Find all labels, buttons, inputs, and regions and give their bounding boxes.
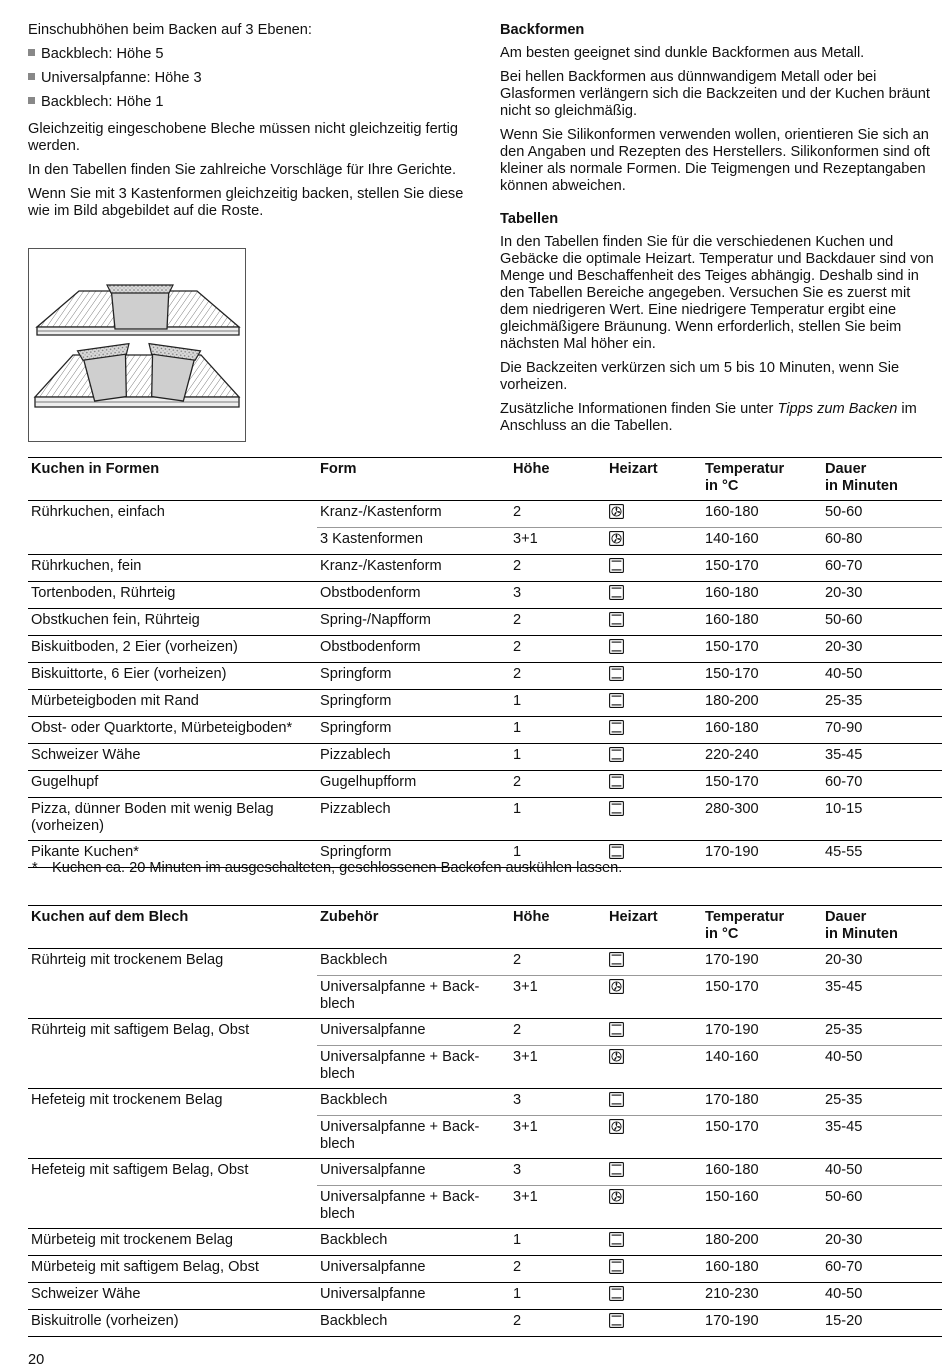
cell-form: Universalpfanne + Back- blech (317, 1046, 510, 1089)
cell-temperatur: 180-200 (702, 690, 822, 717)
hot-air-fan-icon (609, 1119, 624, 1134)
paragraph: In den Tabellen finden Sie zahlreiche Vorschläge für Ihre Gerichte. (28, 162, 457, 178)
table-row (28, 1116, 942, 1159)
table-row (28, 1019, 942, 1046)
cell-kuchen (28, 976, 317, 1019)
cell-heizart (606, 609, 702, 636)
cell-kuchen: Obstkuchen fein, Rührteig (28, 609, 317, 636)
cell-dauer: 45-55 (822, 841, 942, 868)
cell-form: Backblech (317, 1229, 510, 1256)
table-row (28, 1186, 942, 1229)
cell-heizart (606, 976, 702, 1019)
bullet-item: Backblech: Höhe 5 (28, 46, 468, 63)
cell-heizart (606, 636, 702, 663)
bullet-square-icon (28, 97, 35, 104)
cell-form: Universalpfanne (317, 1256, 510, 1283)
cell-temperatur: 150-160 (702, 1186, 822, 1229)
cell-temperatur: 140-160 (702, 1046, 822, 1089)
cell-heizart (606, 1256, 702, 1283)
table-row (28, 582, 942, 609)
cell-kuchen: Rührteig mit trockenem Belag (28, 949, 317, 976)
cell-kuchen: Obst- oder Quarktorte, Mürbeteigboden* (28, 717, 317, 744)
column-header: Kuchen auf dem Blech (28, 906, 317, 949)
table-row (28, 976, 942, 1019)
bullet-item: Backblech: Höhe 1 (28, 94, 468, 111)
heading-tabellen: Tabellen (500, 211, 559, 227)
cell-dauer: 60-70 (822, 555, 942, 582)
cell-dauer: 20-30 (822, 949, 942, 976)
cell-dauer: 40-50 (822, 1283, 942, 1310)
cell-heizart (606, 1046, 702, 1089)
cell-form: Universalpfanne (317, 1283, 510, 1310)
table-header-row (28, 906, 942, 949)
bullet-item: Universalpfanne: Höhe 3 (28, 70, 468, 87)
hot-air-fan-icon (609, 1049, 624, 1064)
cell-kuchen: Rührkuchen, fein (28, 555, 317, 582)
table-kuchen-in-formen (28, 457, 942, 868)
cell-dauer: 60-80 (822, 528, 942, 555)
table-row (28, 690, 942, 717)
cell-hoehe: 2 (510, 1256, 606, 1283)
cell-dauer: 60-70 (822, 771, 942, 798)
cell-dauer: 40-50 (822, 1046, 942, 1089)
cell-heizart (606, 1283, 702, 1310)
cell-hoehe: 3+1 (510, 1046, 606, 1089)
cell-dauer: 35-45 (822, 976, 942, 1019)
cell-hoehe: 2 (510, 555, 606, 582)
top-bottom-heat-icon (609, 1286, 624, 1301)
column-header: Temperatur in °C (702, 458, 822, 501)
table-row (28, 717, 942, 744)
top-bottom-heat-icon (609, 693, 624, 708)
cell-heizart (606, 1159, 702, 1186)
cell-heizart (606, 528, 702, 555)
cell-kuchen (28, 1046, 317, 1089)
column-header: Heizart (606, 906, 702, 949)
cell-dauer: 60-70 (822, 1256, 942, 1283)
cell-kuchen: Schweizer Wähe (28, 1283, 317, 1310)
top-bottom-heat-icon (609, 774, 624, 789)
top-bottom-heat-icon (609, 639, 624, 654)
cell-kuchen: Mürbeteig mit saftigem Belag, Obst (28, 1256, 317, 1283)
cell-kuchen: Mürbeteig mit trockenem Belag (28, 1229, 317, 1256)
cell-kuchen: Schweizer Wähe (28, 744, 317, 771)
cell-heizart (606, 582, 702, 609)
cell-kuchen: Pizza, dünner Boden mit wenig Belag (vorheizen) (28, 798, 317, 841)
cell-dauer: 50-60 (822, 501, 942, 528)
cell-form: Universalpfanne + Back- blech (317, 976, 510, 1019)
cell-kuchen (28, 1116, 317, 1159)
cell-hoehe: 3+1 (510, 528, 606, 555)
paragraph: Wenn Sie mit 3 Kastenformen gleichzeitig backen, stellen Sie diese wie im Bild abgebildet auf die Roste. (28, 186, 464, 219)
cell-form: Universalpfanne (317, 1019, 510, 1046)
cell-temperatur: 140-160 (702, 528, 822, 555)
cell-temperatur: 160-180 (702, 717, 822, 744)
cell-kuchen: Mürbeteigboden mit Rand (28, 690, 317, 717)
cell-temperatur: 160-180 (702, 501, 822, 528)
cell-dauer: 25-35 (822, 690, 942, 717)
cell-hoehe: 2 (510, 771, 606, 798)
top-bottom-heat-icon (609, 1313, 624, 1328)
cell-dauer: 15-20 (822, 1310, 942, 1337)
cell-form: Spring-/Napfform (317, 609, 510, 636)
cell-temperatur: 150-170 (702, 636, 822, 663)
column-header: Dauer in Minuten (822, 458, 942, 501)
table-row (28, 1283, 942, 1310)
cell-dauer: 20-30 (822, 636, 942, 663)
table-row (28, 744, 942, 771)
column-header: Höhe (510, 458, 606, 501)
cell-hoehe: 1 (510, 1229, 606, 1256)
cell-temperatur: 170-190 (702, 1310, 822, 1337)
cell-dauer: 10-15 (822, 798, 942, 841)
cell-form: Backblech (317, 1089, 510, 1116)
cell-kuchen: Biskuitboden, 2 Eier (vorheizen) (28, 636, 317, 663)
cell-heizart (606, 798, 702, 841)
footnote: * Kuchen ca. 20 Minuten im ausgeschalteten, geschlossenen Backofen auskühlen lassen. (32, 860, 623, 876)
table-row (28, 771, 942, 798)
cell-dauer: 25-35 (822, 1089, 942, 1116)
cell-temperatur: 150-170 (702, 555, 822, 582)
cell-form: Universalpfanne + Back- blech (317, 1116, 510, 1159)
top-bottom-heat-icon (609, 1232, 624, 1247)
cell-form: Springform (317, 663, 510, 690)
cell-hoehe: 2 (510, 636, 606, 663)
column-header: Höhe (510, 906, 606, 949)
cell-form: Kranz-/Kastenform (317, 501, 510, 528)
paragraph: In den Tabellen finden Sie für die verschiedenen Kuchen und Gebäcke die optimale Heizart. Temperatur und Backdauer sind von Menge und Beschaffenheit des Teiges abhängig. Deshalb sind in den Tabellen Bereiche angegeben. Versuchen Sie es zuerst mit dem niedrigeren Wert. Eine niedrigere Temperatur ergibt eine gleichmäßigere Bräunung. Wenn erforderlich, stellen Sie beim nächsten Mal höher ein. (500, 234, 934, 352)
cell-temperatur: 160-180 (702, 1256, 822, 1283)
cell-temperatur: 210-230 (702, 1283, 822, 1310)
cell-heizart (606, 555, 702, 582)
top-bottom-heat-icon (609, 666, 624, 681)
table-row (28, 1159, 942, 1186)
cell-hoehe: 3+1 (510, 1116, 606, 1159)
top-bottom-heat-icon (609, 1162, 624, 1177)
cell-hoehe: 3 (510, 582, 606, 609)
right-column (500, 22, 942, 442)
table-row (28, 663, 942, 690)
loaf-pans-illustration (28, 248, 246, 442)
oven-racks-icon (29, 249, 245, 441)
cell-form: Universalpfanne + Back- blech (317, 1186, 510, 1229)
cell-hoehe: 1 (510, 744, 606, 771)
bullet-square-icon (28, 73, 35, 80)
cell-hoehe: 2 (510, 501, 606, 528)
table-row (28, 528, 942, 555)
cell-hoehe: 3+1 (510, 976, 606, 1019)
cell-temperatur: 280-300 (702, 798, 822, 841)
cell-dauer: 70-90 (822, 717, 942, 744)
cell-temperatur: 150-170 (702, 976, 822, 1019)
cell-kuchen (28, 528, 317, 555)
table-row (28, 798, 942, 841)
cell-dauer: 35-45 (822, 744, 942, 771)
cell-hoehe: 2 (510, 949, 606, 976)
top-bottom-heat-icon (609, 612, 624, 627)
paragraph: Zusätzliche Informationen finden Sie unter Tipps zum Backen im Anschluss an die Tabellen. (500, 401, 917, 434)
column-header: Temperatur in °C (702, 906, 822, 949)
top-bottom-heat-icon (609, 585, 624, 600)
cell-heizart (606, 663, 702, 690)
cell-heizart (606, 1019, 702, 1046)
cell-dauer: 35-45 (822, 1116, 942, 1159)
emphasis-link-text: Tipps zum Backen (777, 401, 898, 417)
cell-heizart (606, 501, 702, 528)
cell-hoehe: 1 (510, 798, 606, 841)
cell-form: 3 Kastenformen (317, 528, 510, 555)
cell-temperatur: 150-170 (702, 663, 822, 690)
top-bottom-heat-icon (609, 720, 624, 735)
cell-temperatur: 160-180 (702, 582, 822, 609)
paragraph: Wenn Sie Silikonformen verwenden wollen, orientieren Sie sich an den Angaben und Rezepten des Herstellers. Silikonformen sind oft kleiner als normale Formen. Die Teigmengen und Rezeptangaben können abweichen. (500, 127, 930, 194)
cell-kuchen: Biskuitrolle (vorheizen) (28, 1310, 317, 1337)
cell-hoehe: 2 (510, 609, 606, 636)
cell-hoehe: 2 (510, 1310, 606, 1337)
table-row (28, 636, 942, 663)
cell-form: Springform (317, 690, 510, 717)
cell-heizart (606, 1186, 702, 1229)
cell-heizart (606, 771, 702, 798)
cell-form: Obstbodenform (317, 582, 510, 609)
intro-text: Einschubhöhen beim Backen auf 3 Ebenen: (28, 22, 312, 38)
cell-form: Springform (317, 841, 510, 868)
cell-dauer: 40-50 (822, 663, 942, 690)
cell-hoehe: 2 (510, 663, 606, 690)
cell-kuchen (28, 1186, 317, 1229)
hot-air-fan-icon (609, 504, 624, 519)
cell-form: Obstbodenform (317, 636, 510, 663)
paragraph: Am besten geeignet sind dunkle Backformen aus Metall. (500, 45, 865, 61)
top-bottom-heat-icon (609, 844, 624, 859)
hot-air-fan-icon (609, 1189, 624, 1204)
table-row (28, 1046, 942, 1089)
cell-kuchen: Pikante Kuchen* (28, 841, 317, 868)
cell-temperatur: 170-190 (702, 949, 822, 976)
cell-temperatur: 170-180 (702, 1089, 822, 1116)
cell-dauer: 50-60 (822, 609, 942, 636)
cell-heizart (606, 1116, 702, 1159)
table-row (28, 1310, 942, 1337)
cell-form: Kranz-/Kastenform (317, 555, 510, 582)
left-column (28, 22, 468, 227)
table-row (28, 555, 942, 582)
top-bottom-heat-icon (609, 1022, 624, 1037)
paragraph: Die Backzeiten verkürzen sich um 5 bis 10 Minuten, wenn Sie vorheizen. (500, 360, 900, 393)
cell-hoehe: 1 (510, 717, 606, 744)
cell-hoehe: 3 (510, 1159, 606, 1186)
table-header-row (28, 458, 942, 501)
cell-heizart (606, 717, 702, 744)
hot-air-fan-icon (609, 979, 624, 994)
cell-heizart (606, 690, 702, 717)
bullet-square-icon (28, 49, 35, 56)
cell-hoehe: 1 (510, 841, 606, 868)
cell-kuchen: Tortenboden, Rührteig (28, 582, 317, 609)
cell-form: Universalpfanne (317, 1159, 510, 1186)
cell-dauer: 20-30 (822, 1229, 942, 1256)
cell-dauer: 20-30 (822, 582, 942, 609)
cell-form: Backblech (317, 949, 510, 976)
page-number: 20 (28, 1352, 45, 1368)
column-header: Form (317, 458, 510, 501)
table-row (28, 1229, 942, 1256)
cell-kuchen: Gugelhupf (28, 771, 317, 798)
table-row (28, 949, 942, 976)
paragraph: Gleichzeitig eingeschobene Bleche müssen nicht gleichzeitig fertig werden. (28, 121, 458, 154)
heading-backformen: Backformen (500, 22, 585, 38)
cell-temperatur: 160-180 (702, 1159, 822, 1186)
cell-dauer: 50-60 (822, 1186, 942, 1229)
column-header: Zubehör (317, 906, 510, 949)
cell-temperatur: 150-170 (702, 1116, 822, 1159)
cell-kuchen: Biskuittorte, 6 Eier (vorheizen) (28, 663, 317, 690)
top-bottom-heat-icon (609, 558, 624, 573)
cell-temperatur: 160-180 (702, 609, 822, 636)
cell-form: Springform (317, 717, 510, 744)
cell-kuchen: Rührkuchen, einfach (28, 501, 317, 528)
cell-hoehe: 1 (510, 1283, 606, 1310)
cell-hoehe: 3+1 (510, 1186, 606, 1229)
cell-temperatur: 180-200 (702, 1229, 822, 1256)
cell-heizart (606, 1229, 702, 1256)
cell-form: Backblech (317, 1310, 510, 1337)
cell-temperatur: 170-190 (702, 1019, 822, 1046)
cell-heizart (606, 1310, 702, 1337)
cell-kuchen: Hefeteig mit trockenem Belag (28, 1089, 317, 1116)
cell-heizart (606, 744, 702, 771)
cell-heizart (606, 949, 702, 976)
cell-temperatur: 220-240 (702, 744, 822, 771)
cell-dauer: 25-35 (822, 1019, 942, 1046)
top-bottom-heat-icon (609, 1092, 624, 1107)
cell-temperatur: 170-190 (702, 841, 822, 868)
column-header: Heizart (606, 458, 702, 501)
top-bottom-heat-icon (609, 1259, 624, 1274)
cell-form: Pizzablech (317, 744, 510, 771)
cell-dauer: 40-50 (822, 1159, 942, 1186)
table-row (28, 1089, 942, 1116)
cell-heizart (606, 1089, 702, 1116)
cell-temperatur: 150-170 (702, 771, 822, 798)
top-bottom-heat-icon (609, 952, 624, 967)
table-row (28, 501, 942, 528)
top-bottom-heat-icon (609, 747, 624, 762)
hot-air-fan-icon (609, 531, 624, 546)
cell-hoehe: 2 (510, 1019, 606, 1046)
table-row (28, 609, 942, 636)
paragraph: Bei hellen Backformen aus dünnwandigem Metall oder bei Glasformen verlängern sich die Backzeiten und der Kuchen bräunt nicht so gleichmäßig. (500, 69, 930, 119)
table-kuchen-auf-dem-blech (28, 905, 942, 1337)
top-bottom-heat-icon (609, 801, 624, 816)
cell-form: Pizzablech (317, 798, 510, 841)
cell-kuchen: Rührteig mit saftigem Belag, Obst (28, 1019, 317, 1046)
cell-form: Gugelhupfform (317, 771, 510, 798)
column-header: Dauer in Minuten (822, 906, 942, 949)
cell-kuchen: Hefeteig mit saftigem Belag, Obst (28, 1159, 317, 1186)
cell-hoehe: 1 (510, 690, 606, 717)
table-row (28, 1256, 942, 1283)
cell-hoehe: 3 (510, 1089, 606, 1116)
column-header: Kuchen in Formen (28, 458, 317, 501)
